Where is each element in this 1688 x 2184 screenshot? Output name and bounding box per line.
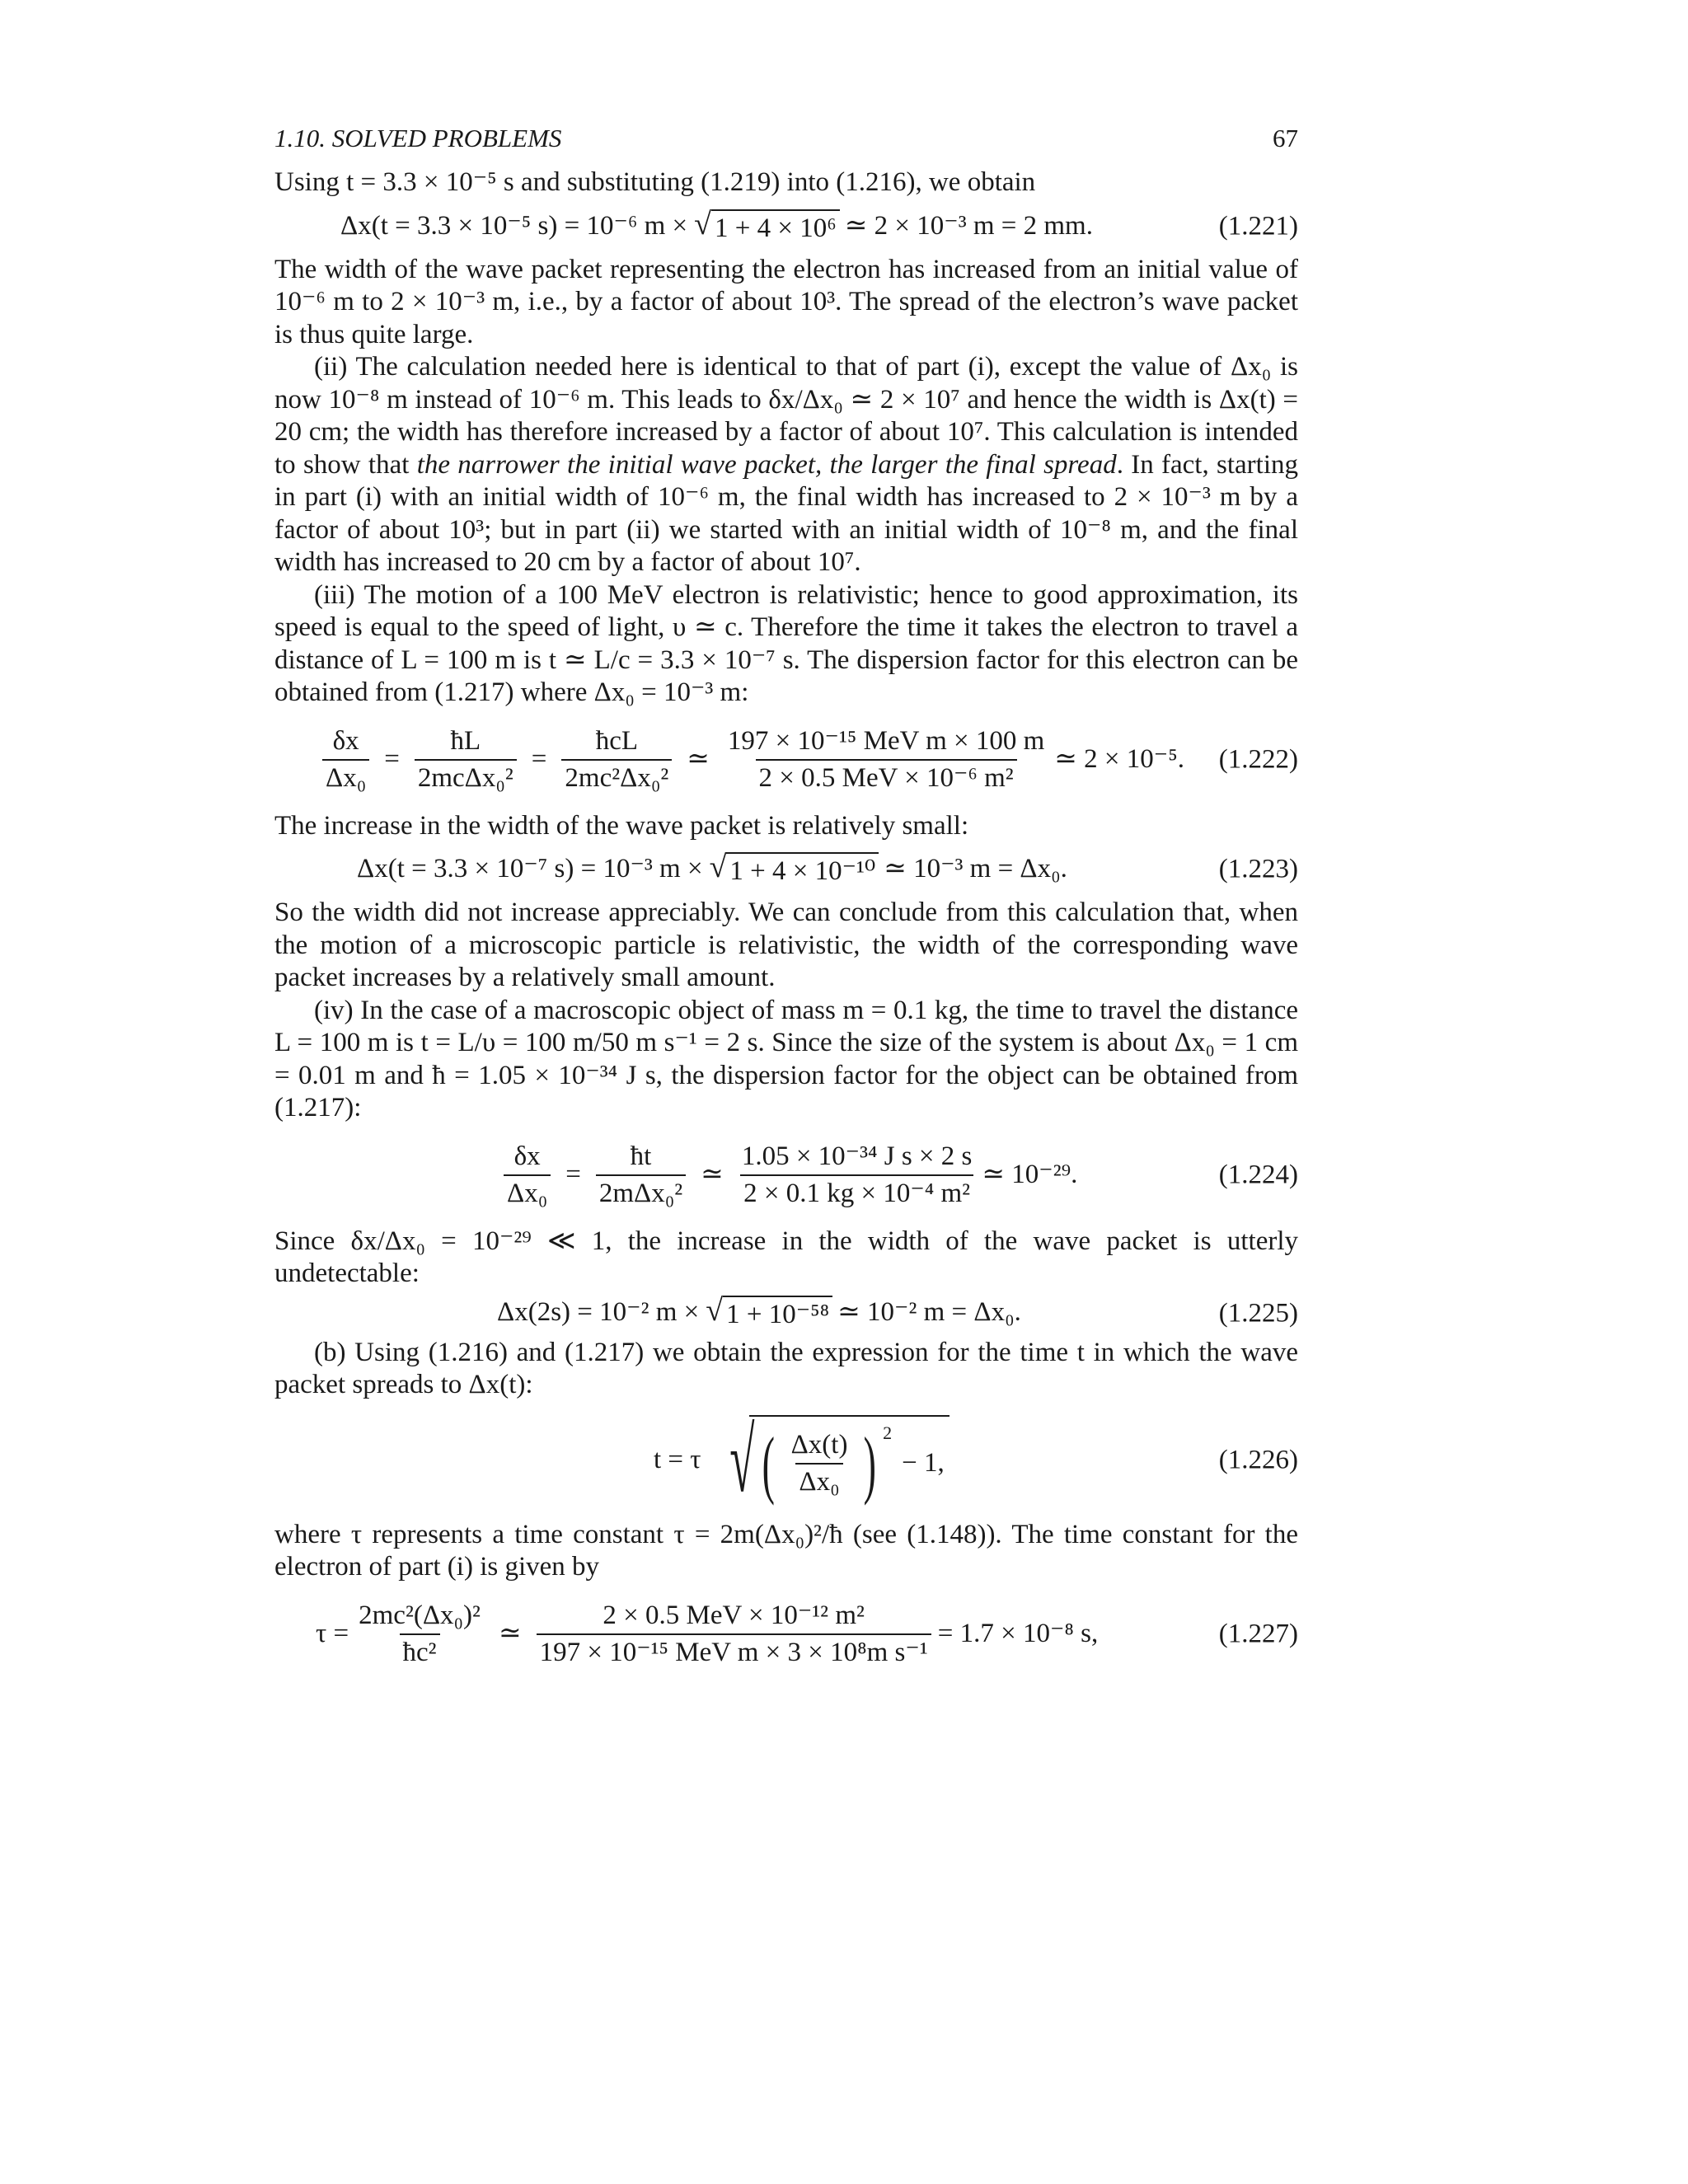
numerator: ħt bbox=[630, 1141, 652, 1171]
denominator: 2 × 0.1 kg × 10⁻⁴ m² bbox=[740, 1174, 973, 1210]
radicand: 1 + 4 × 10⁶ bbox=[711, 209, 840, 245]
fraction bbox=[788, 1429, 851, 1498]
paragraph-conclusion: So the width did not increase appreciably. We can conclude from this calculation that, when the motion of a microscopic particle is relativistic, the width of the corresponding wave packet increases by a relatively small amount. bbox=[274, 898, 1298, 992]
radicand: ( $\frac{\Delta x(t)}{\text{Δx₀}}$ ) 2 − 1, bbox=[749, 1415, 950, 1506]
radicand: 1 + 4 × 10⁻¹⁰ bbox=[726, 852, 879, 888]
equation-1-222: $\frac{\delta x}{\text{Δx₀}}$ = $\frac{ħL}{\text{2mcΔx₀²}}$ = $\frac{\text{ħcL}}{\text{2mc²Δx₀²}}$ ≃ $\frac{\text{197 × 10⁻¹⁵ MeV m × 100 m}}{\text{2 × 0.5 MeV × 10⁻⁶ m²}}$ ≃ 2 × 10⁻⁵. (1.222) bbox=[274, 710, 1298, 810]
paragraph-undetectable: Since δx/Δx₀ = 10⁻²⁹ ≪ 1, the increase in the width of the wave packet is utterly undetectable: bbox=[274, 1226, 1298, 1288]
numerator: ħL bbox=[450, 725, 481, 756]
equation-1-223 bbox=[274, 842, 1298, 897]
paragraph-width-increase: The width of the wave packet representing the electron has increased from an initial value of 10⁻⁶ m to 2 × 10⁻³ m, i.e., by a factor of about 10³. The spread of the electron’s wave packet is thus quite large. bbox=[274, 254, 1298, 349]
numerator: 1.05 × 10⁻³⁴ J s × 2 s bbox=[741, 1141, 973, 1171]
eq-rhs: ≃ 10⁻² m = Δx₀. bbox=[837, 1296, 1021, 1327]
eq-lhs: Δx(2s) = 10⁻² m × bbox=[497, 1296, 700, 1327]
paragraph-part-b: (b) Using (1.216) and (1.217) we obtain the expression for the time t in which the wave packet spreads to Δx(t): bbox=[274, 1337, 1298, 1399]
numerator: 2mc²(Δx₀)² bbox=[359, 1600, 481, 1630]
fraction bbox=[322, 725, 369, 794]
square-root: √ ( $\frac{\Delta x(t)}{\text{Δx₀}}$ ) 2 − 1, bbox=[705, 1415, 950, 1506]
eq-rhs: ≃ 2 × 10⁻³ m = 2 mm. bbox=[844, 210, 1093, 241]
square-root: √ 1 + 10⁻⁵⁸ bbox=[706, 1294, 832, 1331]
numerator: 2 × 0.5 MeV × 10⁻¹² m² bbox=[603, 1600, 865, 1630]
equation-1-225 bbox=[274, 1291, 1298, 1337]
fraction bbox=[415, 725, 517, 794]
equation-number: (1.223) bbox=[1218, 854, 1298, 884]
equation-number: (1.226) bbox=[1218, 1445, 1298, 1474]
equation-1-224: $\frac{\delta x}{\text{Δx₀}}$ = $\frac{ħt}{\text{2mΔx₀²}}$ ≃ $\frac{\text{1.05 × 10⁻³⁴ J s × 2 s}}{\text{2 × 0.1 kg × 10⁻⁴ m²}}$ ≃ 10⁻²⁹. (1.224) bbox=[274, 1125, 1298, 1226]
denominator: Δx₀ bbox=[322, 759, 369, 794]
numerator: δx bbox=[332, 725, 359, 756]
eq-tail: − 1, bbox=[902, 1448, 945, 1478]
denominator: 197 × 10⁻¹⁵ MeV m × 3 × 10⁸m s⁻¹ bbox=[537, 1633, 931, 1669]
fraction bbox=[355, 1600, 484, 1669]
text-part-ii-b: . In fact, starting in part (i) with an initial width of 10⁻⁶ m, the final width has increased to 2 × 10⁻³ m by a factor of about 10³; but in part (ii) we started with an initial width of 10⁻⁸ m, and the final width has increased to 20 cm by a factor of about 10⁷. bbox=[274, 449, 1298, 577]
eq-rhs: = 1.7 × 10⁻⁸ s, bbox=[937, 1619, 1099, 1648]
paragraph-intro: Using t = 3.3 × 10⁻⁵ s and substituting (1.219) into (1.216), we obtain bbox=[274, 167, 1036, 197]
denominator: 2mcΔx₀² bbox=[415, 759, 517, 794]
equation-number: (1.221) bbox=[1218, 211, 1298, 241]
denominator: Δx₀ bbox=[504, 1174, 551, 1210]
equation-1-221 bbox=[274, 199, 1298, 254]
eq-lhs: τ = bbox=[316, 1619, 349, 1648]
numerator: Δx(t) bbox=[790, 1429, 848, 1460]
equation-1-226 bbox=[274, 1402, 1298, 1519]
fraction bbox=[738, 1141, 976, 1210]
emphasis-text: the narrower the initial wave packet, the larger the final spread bbox=[416, 449, 1117, 480]
equation-number: (1.227) bbox=[1218, 1619, 1298, 1648]
radicand: 1 + 10⁻⁵⁸ bbox=[723, 1296, 832, 1331]
denominator: Δx₀ bbox=[795, 1463, 842, 1498]
running-header bbox=[274, 124, 1298, 166]
paragraph-part-iv: (iv) In the case of a macroscopic object of mass m = 0.1 kg, the time to travel the distance L = 100 m is t = L/υ = 100 m/50 m s⁻¹ = 2 s. Since the size of the system is about Δx₀ = 1 cm = 0.01 m and ħ = 1.05 × 10⁻³⁴ J s, the dispersion factor for the object can be obtained from (1.217): bbox=[274, 995, 1298, 1122]
numerator: ħcL bbox=[595, 725, 638, 756]
denominator: 2mc²Δx₀² bbox=[561, 759, 672, 794]
section-title: 1.10. SOLVED PROBLEMS bbox=[274, 124, 562, 152]
eq-rhs: ≃ 2 × 10⁻⁵. bbox=[1054, 744, 1184, 774]
fraction bbox=[596, 1141, 686, 1210]
eq-rhs: ≃ 10⁻²⁹. bbox=[982, 1160, 1078, 1189]
eq-rhs: ≃ 10⁻³ m = Δx₀. bbox=[884, 854, 1067, 883]
paragraph-part-iii: (iii) The motion of a 100 MeV electron is relativistic; hence to good approximation, its speed is equal to the speed of light, υ ≃ c. Therefore the time it takes the electron to travel a distance of L = 100 m is t ≃ L/c = 3.3 × 10⁻⁷ s. The dispersion factor for this electron can be obtained from (1.217) where Δx₀ = 10⁻³ m: bbox=[274, 579, 1298, 707]
paragraph-time-constant: where τ represents a time constant τ = 2m(Δx₀)²/ħ (see (1.148)). The time constant for the electron of part (i) is given by bbox=[274, 1519, 1298, 1582]
equation-number: (1.225) bbox=[1218, 1298, 1298, 1328]
page bbox=[274, 124, 1298, 1685]
paragraph-part-ii bbox=[274, 351, 1298, 579]
fraction bbox=[724, 725, 1048, 794]
eq-lhs: Δx(t = 3.3 × 10⁻⁵ s) = 10⁻⁶ m × bbox=[340, 210, 688, 241]
equation-1-227: τ = $\frac{\text{2mc²(Δx₀)²}}{\text{ħc²}}$ ≃ $\frac{\text{2 × 0.5 MeV × 10⁻¹² m²}}{\text{197 × 10⁻¹⁵ MeV m × 3 × 10⁸m s⁻¹}}$ = 1.7 × 10⁻⁸ s, (1.227) bbox=[316, 1600, 1298, 1667]
paragraph-relatively-small: The increase in the width of the wave packet is relatively small: bbox=[274, 810, 969, 841]
denominator: 2 × 0.5 MeV × 10⁻⁶ m² bbox=[756, 759, 1017, 794]
denominator: ħc² bbox=[400, 1633, 440, 1669]
fraction bbox=[561, 725, 672, 794]
denominator: 2mΔx₀² bbox=[596, 1174, 686, 1210]
numerator: 197 × 10⁻¹⁵ MeV m × 100 m bbox=[727, 725, 1045, 756]
fraction bbox=[504, 1141, 551, 1210]
square-root: √ 1 + 4 × 10⁻¹⁰ bbox=[710, 851, 879, 888]
equation-number: (1.222) bbox=[1218, 744, 1298, 774]
page-number: 67 bbox=[1273, 124, 1298, 152]
equation-number: (1.224) bbox=[1218, 1160, 1298, 1189]
numerator: δx bbox=[513, 1141, 541, 1171]
square-root: √ 1 + 4 × 10⁶ bbox=[694, 208, 840, 245]
eq-lhs: Δx(t = 3.3 × 10⁻⁷ s) = 10⁻³ m × bbox=[357, 854, 703, 883]
text-part-ii-a: (ii) The calculation needed here is identical to that of part (i), except the value of Δx₀ is now 10⁻⁸ m instead of 10⁻⁶ m. This leads to δx/Δx₀ ≃ 2 × 10⁷ and hence the width is Δx(t) = 20 cm; the width has therefore increased by a factor of about 10⁷. This calculation is intended to show that bbox=[274, 352, 1298, 480]
fraction bbox=[537, 1600, 931, 1669]
eq-lhs: t = τ bbox=[654, 1445, 701, 1474]
